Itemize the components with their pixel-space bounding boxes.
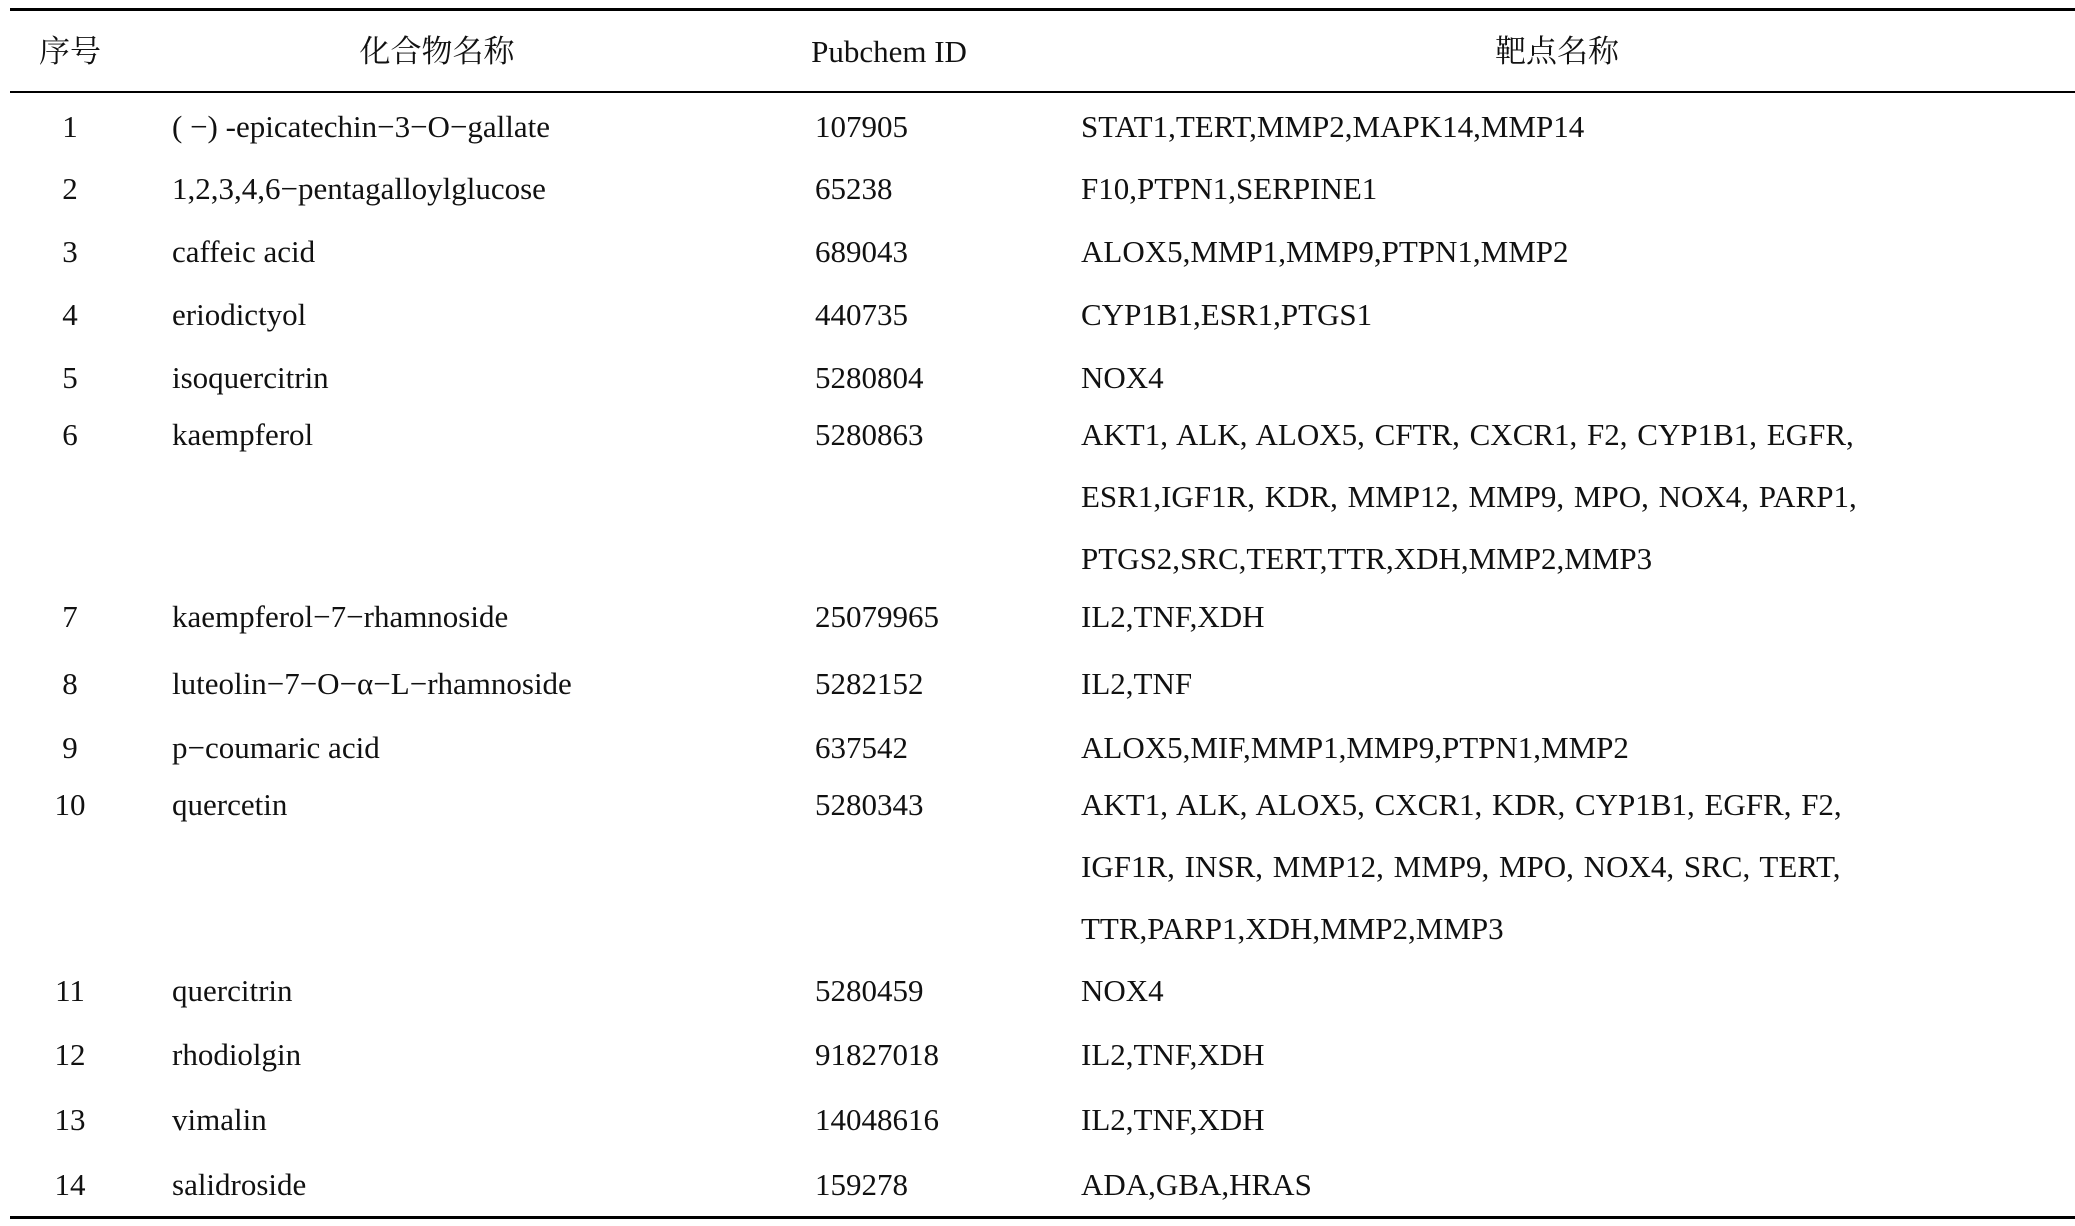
- target-line: AKT1, ALK, ALOX5, CXCR1, KDR, CYP1B1, EGFR, F2,: [1081, 787, 1842, 822]
- target-line: ALOX5,MIF,MMP1,MMP9,PTPN1,MMP2: [1081, 730, 1629, 765]
- compound-name: quercitrin: [172, 973, 293, 1008]
- target-line: F10,PTPN1,SERPINE1: [1081, 171, 1378, 206]
- row-index: 7: [62, 599, 78, 634]
- pubchem-id: 107905: [815, 109, 908, 144]
- pubchem-id: 65238: [815, 171, 893, 206]
- compound-name: rhodiolgin: [172, 1037, 302, 1072]
- compound-name: luteolin−7−O−α−L−rhamnoside: [172, 666, 572, 701]
- target-line: IL2,TNF,XDH: [1081, 1102, 1265, 1137]
- compound-name: kaempferol−7−rhamnoside: [172, 599, 509, 634]
- row-index: 12: [54, 1037, 86, 1072]
- compound-name: ( −) -epicatechin−3−O−gallate: [172, 109, 551, 144]
- target-line: TTR,PARP1,XDH,MMP2,MMP3: [1081, 911, 1504, 946]
- target-names: [1081, 221, 1569, 283]
- pubchem-id: 5280459: [815, 973, 924, 1008]
- target-names: [1081, 96, 1584, 158]
- row-index: 9: [62, 730, 78, 765]
- compound-name: vimalin: [172, 1102, 267, 1137]
- compound-name: caffeic acid: [172, 234, 316, 269]
- target-line: ALOX5,MMP1,MMP9,PTPN1,MMP2: [1081, 234, 1569, 269]
- target-line: IGF1R, INSR, MMP12, MMP9, MPO, NOX4, SRC, TERT,: [1081, 849, 1841, 884]
- target-line: ESR1,IGF1R, KDR, MMP12, MMP9, MPO, NOX4, PARP1,: [1081, 479, 1857, 514]
- target-names: [1081, 1024, 1265, 1086]
- target-names: [1081, 586, 1265, 648]
- header-index: 序号: [39, 34, 101, 69]
- compound-name: p−coumaric acid: [172, 730, 380, 765]
- target-line: CYP1B1,ESR1,PTGS1: [1081, 297, 1373, 332]
- row-index: 4: [62, 297, 78, 332]
- target-names: [1081, 717, 1629, 779]
- pubchem-id: 440735: [815, 297, 908, 332]
- target-line: PTGS2,SRC,TERT,TTR,XDH,MMP2,MMP3: [1081, 541, 1653, 576]
- row-index: 14: [54, 1167, 86, 1202]
- target-line: STAT1,TERT,MMP2,MAPK14,MMP14: [1081, 109, 1585, 144]
- pubchem-id: 5280863: [815, 417, 924, 452]
- target-line: IL2,TNF: [1081, 666, 1193, 701]
- target-names: [1081, 404, 1857, 590]
- target-names: [1081, 347, 1164, 409]
- target-names: [1081, 158, 1377, 220]
- target-names: [1081, 960, 1164, 1022]
- top-rule: [10, 8, 2075, 11]
- target-names: [1081, 774, 1842, 960]
- row-index: 6: [62, 417, 78, 452]
- pubchem-id: 5280804: [815, 360, 924, 395]
- compound-name: quercetin: [172, 787, 288, 822]
- pubchem-id: 14048616: [815, 1102, 939, 1137]
- target-line: IL2,TNF,XDH: [1081, 599, 1265, 634]
- target-line: IL2,TNF,XDH: [1081, 1037, 1265, 1072]
- target-names: [1081, 1089, 1265, 1151]
- pubchem-id: 91827018: [815, 1037, 939, 1072]
- target-names: [1081, 284, 1372, 346]
- header-rule: [10, 91, 2075, 93]
- row-index: 2: [62, 171, 78, 206]
- row-index: 1: [62, 109, 78, 144]
- target-names: [1081, 653, 1192, 715]
- header-targets: 靶点名称: [1495, 34, 1619, 69]
- target-line: AKT1, ALK, ALOX5, CFTR, CXCR1, F2, CYP1B1, EGFR,: [1081, 417, 1854, 452]
- row-index: 13: [54, 1102, 86, 1137]
- compound-name: 1,2,3,4,6−pentagalloylglucose: [172, 171, 546, 206]
- row-index: 8: [62, 666, 78, 701]
- bottom-rule: [10, 1216, 2075, 1219]
- pubchem-id: 689043: [815, 234, 908, 269]
- pubchem-id: 159278: [815, 1167, 908, 1202]
- pubchem-id: 5280343: [815, 787, 924, 822]
- target-names: [1081, 1154, 1312, 1216]
- header-pubchem: Pubchem ID: [811, 34, 967, 69]
- compound-name: isoquercitrin: [172, 360, 329, 395]
- pubchem-id: 637542: [815, 730, 908, 765]
- compound-name: kaempferol: [172, 417, 314, 452]
- row-index: 3: [62, 234, 78, 269]
- compound-name: eriodictyol: [172, 297, 307, 332]
- row-index: 11: [55, 973, 85, 1008]
- target-line: ADA,GBA,HRAS: [1081, 1167, 1312, 1202]
- compound-name: salidroside: [172, 1167, 307, 1202]
- row-index: 10: [54, 787, 86, 822]
- pubchem-id: 5282152: [815, 666, 924, 701]
- pubchem-id: 25079965: [815, 599, 939, 634]
- target-line: NOX4: [1081, 360, 1164, 395]
- header-compound: 化合物名称: [359, 34, 515, 69]
- row-index: 5: [62, 360, 78, 395]
- target-line: NOX4: [1081, 973, 1164, 1008]
